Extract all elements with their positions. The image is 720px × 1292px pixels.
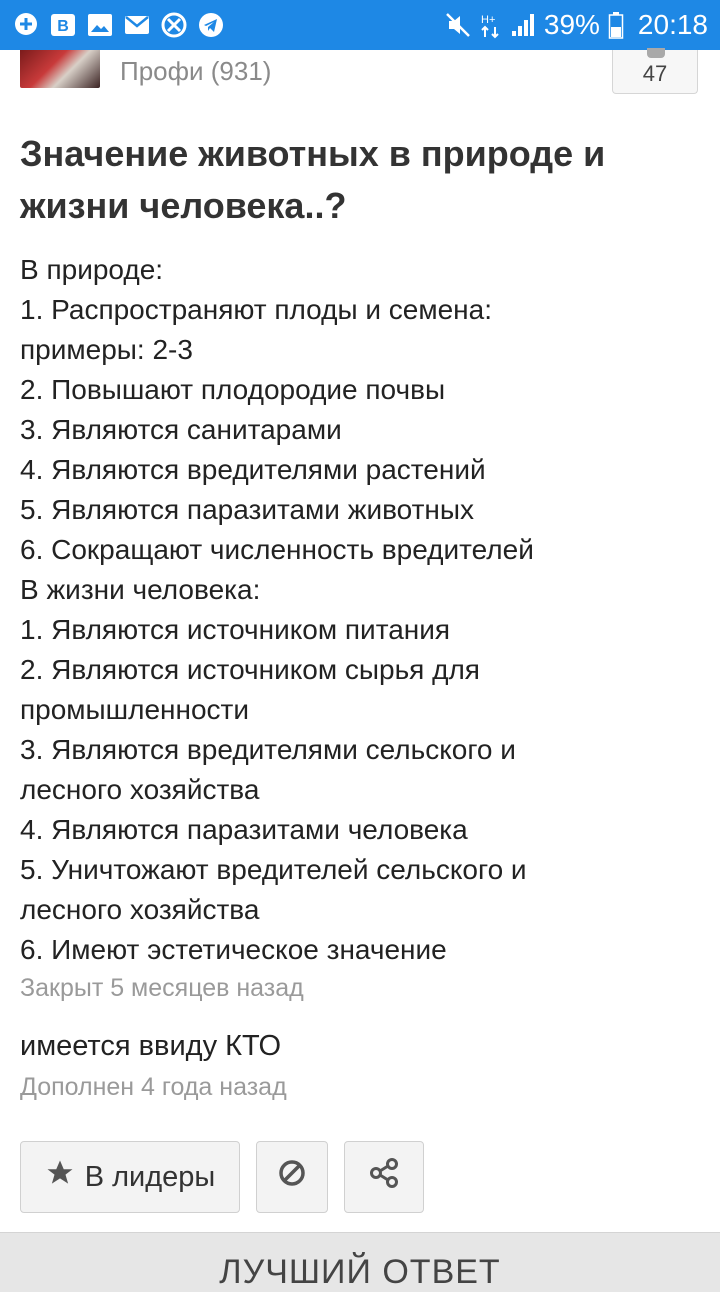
system-indicators [444,9,708,41]
best-answer-header: ЛУЧШИЙ ОТВЕТ [0,1232,720,1292]
question-line: 2. Повышают плодородие почвы [20,374,446,405]
question-line: лесного хозяйства [20,894,260,925]
question-line: 6. Имеют эстетическое значение [20,934,447,965]
crossed-circle-icon [160,11,188,39]
question-addition: имеется ввиду КТО [20,1030,281,1062]
avatar[interactable] [20,50,100,88]
like-button[interactable] [612,50,698,94]
like-count: 47 [642,61,668,86]
battery-icon [608,11,624,39]
question-line: лесного хозяйства [20,774,260,805]
network-type-icon [480,11,502,39]
question-title: Значение животных в природе и жизни человека..? [20,133,606,226]
question-line: 6. Сокращают численность вредителей [20,534,534,565]
mute-icon [444,11,472,39]
question-line: 5. Уничтожают вредителей сельского и [20,854,527,885]
question-line: 1. Являются источником питания [20,614,451,645]
svg-text:H+: H+ [480,14,496,26]
gallery-icon [86,11,114,39]
question-line: 4. Являются паразитами человека [20,814,468,845]
question-body [20,250,710,970]
telegram-icon [197,11,225,39]
share-button[interactable] [344,1141,424,1213]
question-line: промышленности [20,694,250,725]
question-line: 3. Являются санитарами [20,414,342,445]
to-leaders-label: В лидеры [84,1160,216,1193]
status-bar [0,0,720,50]
battery-percent: 39% [543,9,600,40]
chat-bubble-icon [12,11,40,39]
question-line: В жизни человека: [20,574,261,605]
report-button[interactable] [256,1141,328,1213]
clock: 20:18 [637,9,708,40]
vk-icon [49,11,77,39]
question-line: 1. Распространяют плоды и семена: [20,294,492,325]
thumb-up-icon [647,48,665,58]
question-line: 4. Являются вредителями растений [20,454,486,485]
svg-text:В: В [57,18,69,35]
author-rank: Профи (931) [120,56,272,86]
signal-icon [510,12,536,38]
added-timestamp: Дополнен 4 года назад [20,1073,287,1101]
mail-icon [123,11,151,39]
question-line: 5. Являются паразитами животных [20,494,475,525]
question-line: 2. Являются источником сырья для [20,654,480,685]
question-line: примеры: 2-3 [20,334,193,365]
question-line: 3. Являются вредителями сельского и [20,734,516,765]
block-icon [277,1158,307,1196]
notification-icons [12,11,225,39]
share-icon [368,1157,400,1197]
star-icon [45,1158,75,1196]
to-leaders-button[interactable] [20,1141,240,1213]
question-line: В природе: [20,254,164,285]
closed-timestamp: Закрыт 5 месяцев назад [20,974,304,1002]
